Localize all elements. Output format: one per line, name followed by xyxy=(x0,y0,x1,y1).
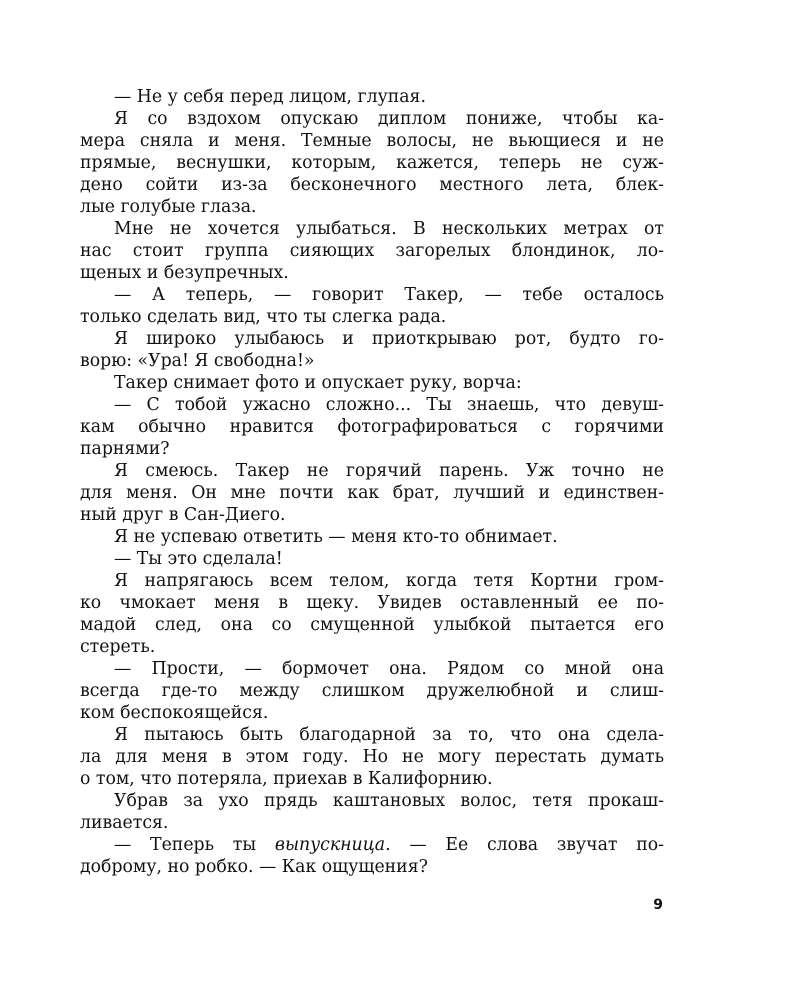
paragraph xyxy=(80,284,664,328)
text-line: для меня. Он мне почти как брат, лучший и единствен- xyxy=(80,483,664,503)
text-line: только сделать вид, что ты слегка рада. xyxy=(80,307,447,327)
paragraph xyxy=(80,328,664,372)
text-line: ворю: «Ура! Я свободна!» xyxy=(80,351,315,371)
paragraph xyxy=(80,834,664,878)
text-line: — С тобой ужасно сложно... Ты знаешь, что девуш- xyxy=(114,395,664,415)
page-number: 9 xyxy=(653,897,663,913)
text-line: Я не успеваю ответить — меня кто-то обнимает. xyxy=(114,527,558,547)
paragraph xyxy=(80,372,664,394)
text-line: Мне не хочется улыбаться. В нескольких метрах от xyxy=(114,219,664,239)
paragraph xyxy=(80,394,664,460)
text-line: — Ты это сделала! xyxy=(114,549,283,569)
text-line: Я смеюсь. Такер не горячий парень. Уж точно не xyxy=(114,461,664,481)
paragraph xyxy=(80,108,664,218)
paragraph xyxy=(80,548,664,570)
text-line: прямые, веснушки, которым, кажется, теперь не суж- xyxy=(80,153,664,173)
paragraph xyxy=(80,460,664,526)
paragraph xyxy=(80,570,664,658)
text-line: ливается. xyxy=(80,813,169,833)
paragraph xyxy=(80,526,664,548)
text-line: о том, что потеряла, приехав в Калифорнию. xyxy=(80,769,493,789)
text-line: всегда где-то между слишком дружелюбной и слиш- xyxy=(80,681,664,701)
text-line: мадой след, она со смущенной улыбкой пытается его xyxy=(80,615,664,635)
text-line: Я со вздохом опускаю диплом пониже, чтобы ка- xyxy=(114,109,664,129)
text-line: Я широко улыбаюсь и приоткрываю рот, будто го- xyxy=(114,329,664,349)
text-line: — Не у себя перед лицом, глупая. xyxy=(114,87,426,107)
text-line: мера сняла и меня. Темные волосы, не вьющиеся и не xyxy=(80,131,664,151)
text-line: ный друг в Сан-Диего. xyxy=(80,505,286,525)
text-line: кам обычно нравится фотографироваться с горячими xyxy=(80,417,664,437)
text-line: Я пытаюсь быть благодарной за то, что она сдела- xyxy=(114,725,664,745)
text-line: — Прости, — бормочет она. Рядом со мной она xyxy=(114,659,664,679)
emphasized-word: выпускница xyxy=(274,835,386,855)
paragraph xyxy=(80,724,664,790)
text-line: парнями? xyxy=(80,439,170,459)
text-line: дено сойти из-за бесконечного местного лета, блек- xyxy=(80,175,664,195)
text-line: Такер снимает фото и опускает руку, ворча: xyxy=(114,373,522,393)
paragraph xyxy=(80,218,664,284)
text-line: ком беспокоящейся. xyxy=(80,703,269,723)
text-line: — А теперь, — говорит Такер, — тебе осталось xyxy=(114,285,664,305)
text-line: лые голубые глаза. xyxy=(80,197,257,217)
text-line: стереть. xyxy=(80,637,156,657)
text-line: ла для меня в этом году. Но не могу перестать думать xyxy=(80,747,664,767)
text-line: щеных и безупречных. xyxy=(80,263,289,283)
text-line: Убрав за ухо прядь каштановых волос, тетя прокаш- xyxy=(114,791,664,811)
paragraph xyxy=(80,86,664,108)
text-line: нас стоит группа сияющих загорелых блондинок, ло- xyxy=(80,241,664,261)
text-line: Я напрягаюсь всем телом, когда тетя Кортни гром- xyxy=(114,571,664,591)
body-text xyxy=(80,86,664,878)
paragraph xyxy=(80,658,664,724)
text-line: доброму, но робко. — Как ощущения? xyxy=(80,857,428,877)
paragraph xyxy=(80,790,664,834)
text-line: — Теперь ты выпускница. — Ее слова звучат по- xyxy=(114,835,664,855)
text-line: ко чмокает меня в щеку. Увидев оставленный ее по- xyxy=(80,593,664,613)
